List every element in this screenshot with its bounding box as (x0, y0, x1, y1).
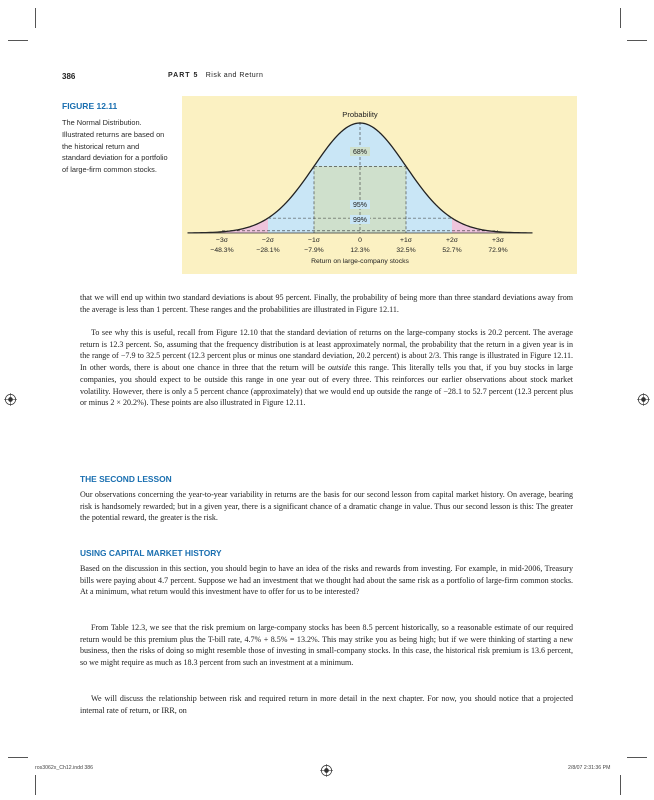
x-axis-label: Return on large-company stocks (311, 258, 409, 265)
registration-mark-icon (637, 393, 650, 406)
band-label: 99% (352, 217, 368, 224)
return-tick-label: 52.7% (442, 247, 462, 254)
return-tick-label: 12.3% (350, 247, 370, 254)
crop-mark (8, 757, 28, 758)
registration-mark-icon (4, 393, 17, 406)
body-paragraph-3 (80, 489, 573, 524)
paragraph-text: Our observations concerning the year-to-year variability in returns are the basis for our second lesson from capital market history. On average, bearing risk is handsomely rewarded; but in a given year, there is a significant chance of a dramatic change in value. Thus our second lesson is this: The greater the potential reward, the greater is the risk. (80, 490, 573, 523)
body-paragraph-1 (80, 292, 573, 315)
band-label: 68% (352, 149, 368, 156)
paragraph-text: that we will end up within two standard deviations is about 95 percent. Finally, the probability of being more than three standard deviations away from the average is less than 1 percent. These ranges and the probabilities are illustrated in Figure 12.11. (80, 293, 573, 314)
sigma-tick-label: +2σ (446, 237, 458, 244)
chart-title: Probability (342, 110, 378, 119)
crop-mark (35, 775, 36, 795)
running-header (168, 72, 263, 79)
body-paragraph-4 (80, 563, 573, 598)
paragraph-text: From Table 12.3, we see that the risk premium on large-company stocks has been 8.5 percent historically, so a reasonable estimate of our required return would be this premium plus the T-bill rate, 4.7% + 8.5% = 13.2%. This may strike you as being high; but if we were thinking of starting a new business, then the risks of doing so might resemble those of investing in small-company stocks. In this case, the historical risk premium is 13.6 percent, so we might require as much as 18.3 percent from such an investment at a minimum. (80, 623, 573, 668)
page-number: 386 (62, 72, 76, 81)
body-paragraph-2 (80, 327, 573, 409)
footer-file: ros3062x_Ch12.indd 386 (35, 765, 93, 771)
paragraph-text (80, 327, 573, 409)
return-tick-label: −7.9% (304, 247, 324, 254)
band-label: 95% (352, 202, 368, 209)
sigma-tick-label: −2σ (262, 237, 274, 244)
chart-background (182, 96, 577, 274)
text-span: To see why this is useful, recall from Figure 12.10 that the standard deviation of returns on the large-company stocks is 20.2 percent. The average return is 12.3 percent. So, assuming that the frequency distribution is at least approximately normal, the probability that the return in a given year is in the range of −7.9 to 32.5 percent (12.3 percent plus or minus one standard deviation, 20.2 percent) is about 2/3. This range is illustrated in Figure 12.11. In other words, there is about one chance in three that the return will be (80, 328, 573, 373)
crop-mark (620, 8, 621, 28)
return-tick-label: −48.3% (210, 247, 234, 254)
body-paragraph-6 (80, 693, 573, 716)
return-tick-label: −28.1% (256, 247, 280, 254)
section-heading: THE SECOND LESSON (80, 474, 172, 484)
paragraph-text: Based on the discussion in this section, you should begin to have an idea of the risks and rewards from investing. For example, in mid-2006, Treasury bills were paying about 4.7 percent. Suppose we had an investment that we thought had about the same risk as a portfolio of large-firm common stocks. At a minimum, what return would this investment have to offer for us to be interested? (80, 564, 573, 597)
crop-mark (35, 8, 36, 28)
sigma-tick-label: −3σ (216, 237, 228, 244)
figure-caption: The Normal Distribution. Illustrated returns are based on the historical return and standard deviation for a portfolio of large-firm common stocks. (62, 118, 168, 175)
part-label: PART 5 (168, 72, 199, 79)
crop-mark (627, 757, 647, 758)
crop-mark (627, 40, 647, 41)
registration-mark-icon (320, 764, 333, 777)
figure-label: FIGURE 12.11 (62, 101, 118, 111)
section-heading: USING CAPITAL MARKET HISTORY (80, 548, 222, 558)
crop-mark (620, 775, 621, 795)
part-title: Risk and Return (205, 72, 264, 79)
footer-timestamp: 2/8/07 2:31:36 PM (568, 765, 611, 771)
sigma-tick-label: +3σ (492, 237, 504, 244)
text-span: this range. This literally tells you that, if you buy stocks in large companies, you should expect to be outside this range in one year out of every three. This reinforces our earlier observations about stock market volatility. However, there is only a 5 percent chance (approximately) that we would end up outside the range of −28.1 to 52.7 percent (12.3 percent plus or minus 2 × 20.2%). These points are also illustrated in Figure 12.11. (80, 363, 573, 408)
paragraph-text: We will discuss the relationship between risk and required return in more detail in the next chapter. For now, you should notice that a projected internal rate of return, or IRR, on (80, 694, 573, 715)
return-tick-label: 32.5% (396, 247, 416, 254)
return-tick-label: 72.9% (488, 247, 508, 254)
emphasis-text: outside (328, 363, 352, 373)
sigma-tick-label: +1σ (400, 237, 412, 244)
sigma-tick-label: 0 (358, 237, 362, 244)
sigma-tick-label: −1σ (308, 237, 320, 244)
body-paragraph-5 (80, 622, 573, 669)
normal-distribution-chart (182, 96, 577, 274)
crop-mark (8, 40, 28, 41)
